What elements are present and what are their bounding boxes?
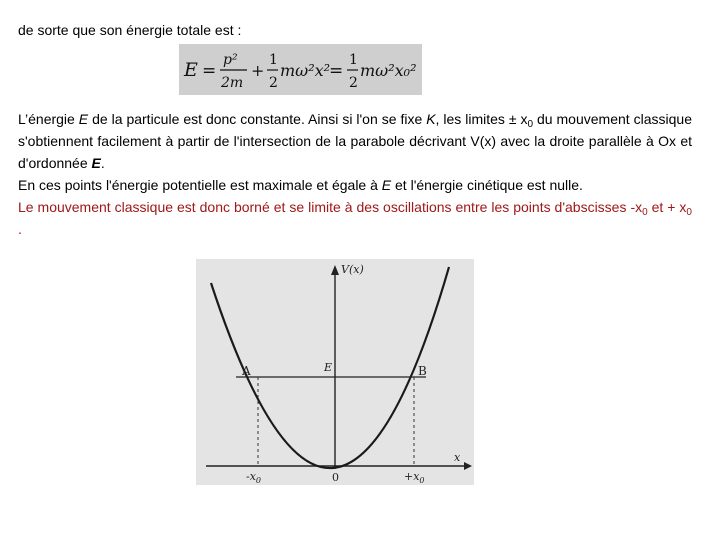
y-axis-arrow (331, 265, 339, 275)
formula-one: 1 (269, 52, 278, 68)
formula-plus: + (251, 61, 265, 80)
formula-eq2: = (329, 61, 344, 81)
origin-label: 0 (332, 471, 339, 484)
paragraph-2: En ces points l'énergie potentielle est maximale et égale à E et l'énergie cinétique est nulle. (18, 177, 583, 193)
formula-p2: p² (223, 52, 238, 68)
formula-two: 2 (269, 75, 278, 91)
formula-mw2x02: mω²x₀² (360, 61, 417, 80)
x-axis-label: x (454, 451, 461, 464)
formula-2m: 2m (221, 75, 244, 91)
explanation-paragraph (18, 108, 692, 240)
y-axis-label: V(x) (341, 263, 364, 276)
formula-two2: 2 (349, 75, 358, 91)
energy-formula (179, 44, 422, 95)
minus-x0-label: $-x_0$ (246, 470, 262, 485)
formula-one2: 1 (349, 52, 358, 68)
energy-level-label: E (324, 361, 333, 374)
potential-diagram (196, 259, 474, 485)
point-b-label: B (418, 364, 427, 378)
formula-eq: = (202, 61, 217, 81)
formula-mw2x2: mω²x² (280, 61, 331, 80)
point-a-label: A (242, 364, 251, 378)
potential-figure (196, 259, 474, 485)
paragraph-1: L’énergie E de la particule est donc constante. Ainsi si l'on se fixe K, les limites ± $x_0$ du mouvement classique s'obtiennent facilement à partir de l'intersection de la parabole décrivant V(x) avec la droite parallèle à Ox et d'ordonnée E. (18, 111, 692, 171)
paragraph-3: Le mouvement classique est donc borné et se limite à des oscillations entre les points d'abscisses $-x_0$ et + $x_0$ . (18, 199, 692, 237)
formula-svg (179, 44, 422, 95)
intro-text: de sorte que son énergie totale est : (18, 22, 242, 38)
formula-E: E (184, 59, 198, 81)
plus-x0-label: $+x_0$ (404, 470, 425, 485)
x-axis-arrow (464, 462, 472, 470)
